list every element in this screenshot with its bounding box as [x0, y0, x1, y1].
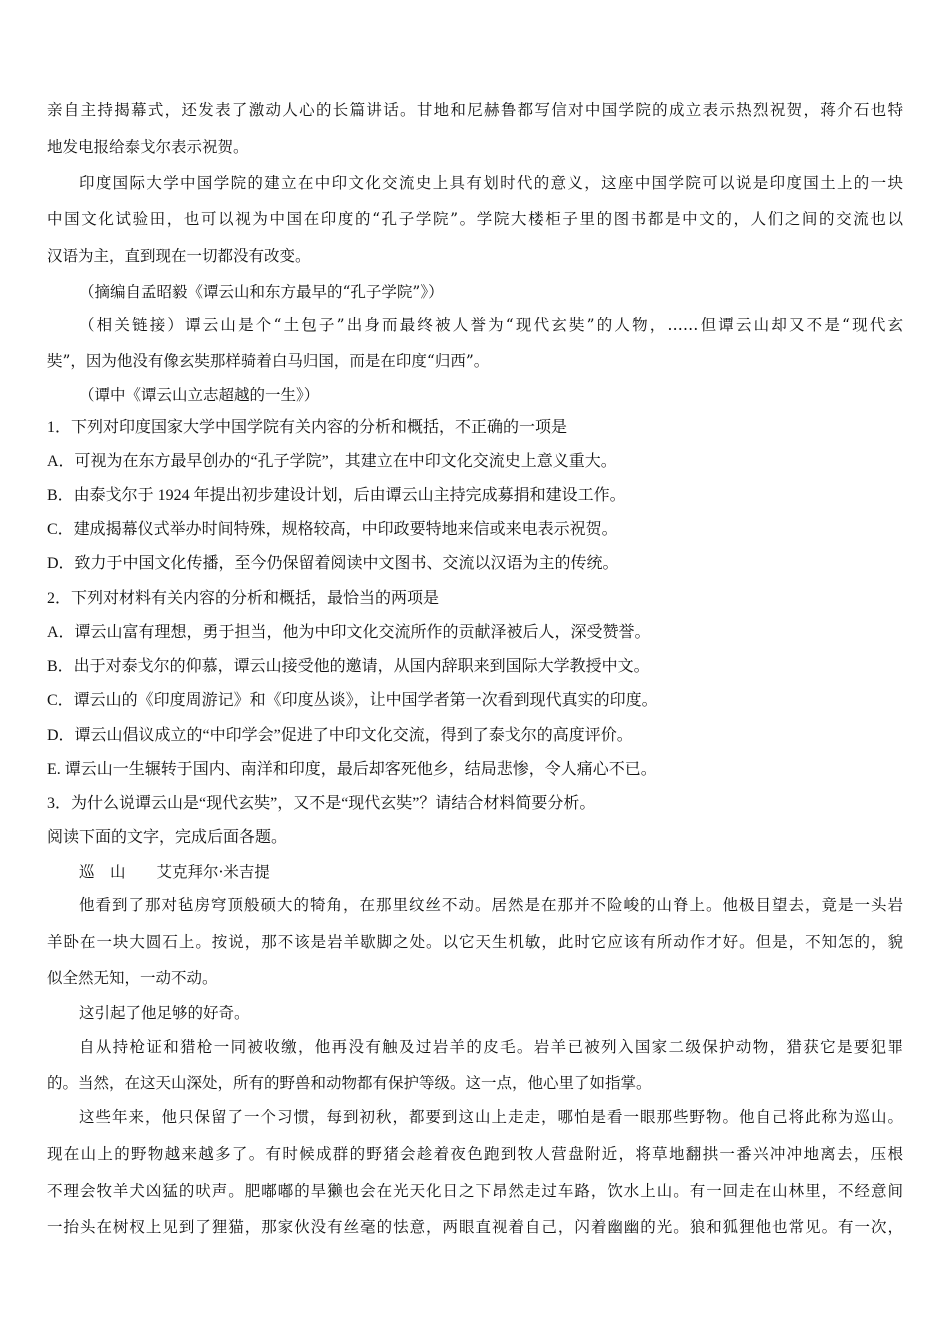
- related-link-line1: （相关链接）谭云山是个“土包子”出身而最终被人誉为“现代玄奘”的人物，……但谭云山却又不是“现代玄: [79, 316, 903, 334]
- related-link-source: （谭中《谭云山立志超越的一生》）: [79, 386, 320, 404]
- story-title: 巡 山 艾克拜尔·米吉提: [79, 863, 270, 881]
- question-2-option-a: A．谭云山富有理想，勇于担当，他为中印文化交流所作的贡献泽被后人，深受赞誉。: [47, 624, 651, 641]
- question-3-stem: 3．为什么说谭云山是“现代玄奘”，又不是“现代玄奘”？请结合材料简要分析。: [47, 795, 596, 812]
- passage1-p2-line3: 汉语为主，直到现在一切都没有改变。: [47, 247, 311, 265]
- question-1-option-d: D．致力于中国文化传播，至今仍保留着阅读中文图书、交流以汉语为主的传统。: [47, 555, 619, 572]
- question-2-option-d: D．谭云山倡议成立的“中印学会”促进了中印文化交流，得到了泰戈尔的高度评价。: [47, 727, 633, 744]
- question-2-option-e: E. 谭云山一生辗转于国内、南洋和印度，最后却客死他乡，结局悲惨，令人痛心不已。: [47, 761, 657, 778]
- story-p4-line1: 这些年来，他只保留了一个习惯，每到初秋，都要到这山上走走，哪怕是看一眼那些野物。他自己将此称为巡山。: [79, 1108, 903, 1126]
- reading-instruction: 阅读下面的文字，完成后面各题。: [47, 829, 288, 846]
- question-1-option-a: A．可视为在东方最早创办的“孔子学院”，其建立在中印文化交流史上意义重大。: [47, 453, 617, 470]
- story-p1-line2: 羊卧在一块大圆石上。按说，那不该是岩羊歇脚之处。以它天生机敏，此时它应该有所动作才好。但是，不知怎的，貌: [47, 933, 903, 951]
- question-1-stem: 1．下列对印度国家大学中国学院有关内容的分析和概括，不正确的一项是: [47, 419, 568, 436]
- story-p1-line1: 他看到了那对毡房穹顶般硕大的犄角，在那里纹丝不动。居然是在那并不险峻的山脊上。他极目望去，竟是一头岩: [79, 896, 903, 914]
- story-p1-line3: 似全然无知，一动不动。: [47, 969, 218, 987]
- question-1-option-c: C．建成揭幕仪式举办时间特殊，规格较高，中印政要特地来信或来电表示祝贺。: [47, 521, 618, 538]
- story-p2: 这引起了他足够的好奇。: [79, 1004, 250, 1022]
- question-2-option-c: C．谭云山的《印度周游记》和《印度丛谈》，让中国学者第一次看到现代真实的印度。: [47, 692, 658, 709]
- passage1-p1-line2: 地发电报给泰戈尔表示祝贺。: [47, 138, 249, 156]
- question-2-option-b: B．出于对泰戈尔的仰慕，谭云山接受他的邀请，从国内辞职来到国际大学教授中文。: [47, 658, 650, 675]
- story-p4-line3: 不理会牧羊犬凶猛的吠声。肥嘟嘟的旱獭也会在光天化日之下昂然走过车路，饮水上山。有一回走在山林里，不经意间: [47, 1182, 903, 1200]
- story-p3-line1: 自从持枪证和猎枪一同被收缴，他再没有触及过岩羊的皮毛。岩羊已被列入国家二级保护动物，猎获它是要犯罪: [79, 1038, 903, 1056]
- question-2-stem: 2．下列对材料有关内容的分析和概括，最恰当的两项是: [47, 590, 440, 607]
- passage1-p1-line1: 亲自主持揭幕式，还发表了激动人心的长篇讲话。甘地和尼赫鲁都写信对中国学院的成立表示热烈祝贺，蒋介石也特: [47, 101, 903, 119]
- passage1-p2-line2: 中国文化试验田，也可以视为中国在印度的“孔子学院”。学院大楼柜子里的图书都是中文的，人们之间的交流也以: [47, 210, 903, 228]
- story-p4-line4: 一抬头在树杈上见到了狸猫，那家伙没有丝毫的怯意，两眼直视着自己，闪着幽幽的光。狼和狐狸他也常见。有一次，: [47, 1218, 903, 1236]
- passage1-source: （摘编自孟昭毅《谭云山和东方最早的“孔子学院”》）: [79, 283, 444, 301]
- question-1-option-b: B．由泰戈尔于 1924 年提出初步建设计划，后由谭云山主持完成募捐和建设工作。: [47, 487, 626, 504]
- story-p3-line2: 的。当然，在这天山深处，所有的野兽和动物都有保护等级。这一点，他心里了如指掌。: [47, 1074, 652, 1092]
- story-p4-line2: 现在山上的野物越来越多了。有时候成群的野猪会趁着夜色跑到牧人营盘附近，将草地翻拱一番兴冲冲地离去，压根: [47, 1145, 903, 1163]
- passage1-p2-line1: 印度国际大学中国学院的建立在中印文化交流史上具有划时代的意义，这座中国学院可以说是印度国土上的一块: [79, 174, 903, 192]
- related-link-line2: 奘”，因为他没有像玄奘那样骑着白马归国，而是在印度“归西”。: [47, 352, 490, 370]
